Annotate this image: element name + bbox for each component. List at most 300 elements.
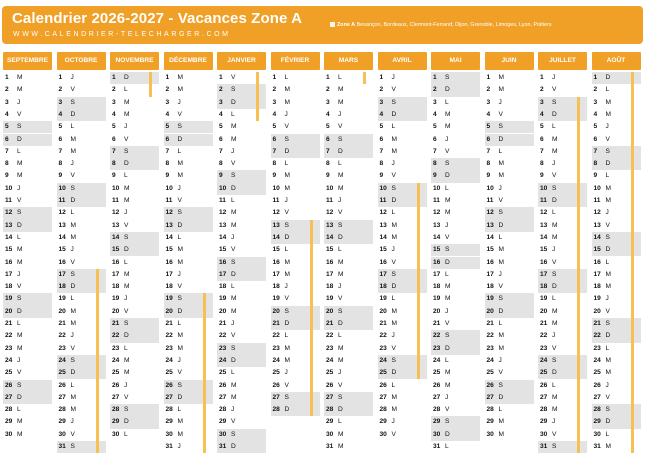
day-number: 24 <box>379 356 387 364</box>
day-number: 26 <box>58 381 66 389</box>
day-row <box>431 404 480 416</box>
day-number: 13 <box>112 221 120 229</box>
day-number: 28 <box>165 406 173 414</box>
day-number: 20 <box>272 307 280 315</box>
day-number: 17 <box>219 270 227 278</box>
weekday-letter: V <box>177 283 182 291</box>
day-number: 13 <box>433 221 441 229</box>
day-number: 18 <box>486 283 494 291</box>
day-row <box>110 330 159 342</box>
weekday-letter: V <box>231 160 236 168</box>
weekday-letter: S <box>177 123 182 131</box>
weekday-letter: M <box>70 221 76 229</box>
day-number: 10 <box>540 184 548 192</box>
weekday-letter: M <box>284 86 290 94</box>
day-number: 11 <box>326 197 333 204</box>
weekday-letter: D <box>391 197 397 204</box>
day-row <box>110 355 159 367</box>
day-number: 30 <box>379 430 387 438</box>
day-number: 24 <box>540 356 548 364</box>
weekday-letter: D <box>70 283 76 291</box>
weekday-letter: J <box>605 209 609 217</box>
day-row <box>110 207 159 219</box>
weekday-letter: M <box>552 135 558 143</box>
day-number: 18 <box>112 283 120 291</box>
weekday-letter: M <box>498 246 504 254</box>
weekday-letter: L <box>338 246 342 254</box>
weekday-letter: J <box>231 233 235 241</box>
month-header: AOÛT <box>592 52 641 70</box>
weekday-letter: M <box>70 135 76 143</box>
month-column <box>110 52 159 462</box>
day-row <box>485 158 534 170</box>
weekday-letter: V <box>498 110 503 118</box>
weekday-letter: M <box>552 320 558 327</box>
day-number: 4 <box>593 110 598 118</box>
weekday-letter: J <box>17 356 21 364</box>
day-row <box>485 97 534 109</box>
day-row <box>485 330 534 342</box>
day-number: 23 <box>219 344 227 352</box>
day-number: 9 <box>219 172 223 180</box>
day-row <box>271 97 320 109</box>
day-row <box>3 392 52 404</box>
day-number: 19 <box>540 295 548 303</box>
weekday-letter: V <box>124 135 129 143</box>
day-row <box>110 183 159 195</box>
day-number: 11 <box>593 197 601 204</box>
day-number: 10 <box>433 184 441 192</box>
day-number: 30 <box>486 430 494 438</box>
day-number: 23 <box>379 344 387 352</box>
day-number: 10 <box>165 184 173 192</box>
day-row <box>217 220 266 232</box>
day-number: 3 <box>593 98 598 106</box>
weekday-letter: V <box>70 344 75 352</box>
weekday-letter: V <box>552 430 557 438</box>
day-number: 12 <box>486 209 494 217</box>
day-number: 16 <box>433 258 441 266</box>
weekday-letter: S <box>70 443 75 450</box>
day-row <box>324 355 373 367</box>
day-number: 7 <box>165 147 170 155</box>
weekday-letter: L <box>605 86 610 94</box>
day-number: 1 <box>486 74 491 81</box>
weekday-letter: M <box>498 86 504 94</box>
day-number: 19 <box>433 295 441 303</box>
vacation-bar <box>203 293 206 453</box>
day-row <box>378 134 427 146</box>
day-row <box>217 355 266 367</box>
weekday-letter: L <box>124 430 128 438</box>
day-row <box>324 121 373 133</box>
day-number: 31 <box>433 443 441 450</box>
day-number: 13 <box>5 221 13 229</box>
day-number: 18 <box>433 283 441 291</box>
day-number: 1 <box>165 74 170 81</box>
day-row <box>431 72 480 84</box>
day-number: 20 <box>486 307 494 315</box>
weekday-letter: J <box>177 443 181 450</box>
day-number: 5 <box>379 123 384 131</box>
weekday-letter: S <box>70 270 75 278</box>
weekday-letter: J <box>605 381 609 389</box>
weekday-letter: D <box>231 443 236 450</box>
weekday-letter: V <box>284 123 289 131</box>
weekday-letter: M <box>124 356 130 364</box>
day-row <box>324 84 373 96</box>
weekday-letter: V <box>124 307 129 315</box>
day-row <box>485 293 534 305</box>
weekday-letter: J <box>338 197 342 204</box>
day-row <box>164 146 213 158</box>
day-row <box>57 207 106 219</box>
day-row <box>324 343 373 355</box>
weekday-letter: V <box>177 197 182 204</box>
day-number: 17 <box>593 270 601 278</box>
day-row <box>3 257 52 269</box>
day-row <box>324 330 373 342</box>
weekday-letter: D <box>338 233 343 241</box>
day-row <box>431 170 480 182</box>
day-number: 30 <box>58 430 66 438</box>
day-number: 12 <box>540 209 548 217</box>
day-number: 13 <box>379 221 387 229</box>
day-number: 9 <box>540 172 544 180</box>
day-number: 23 <box>433 344 441 352</box>
weekday-letter: M <box>391 135 397 143</box>
weekday-letter: J <box>17 270 21 278</box>
weekday-letter: V <box>445 233 450 241</box>
day-number: 3 <box>433 98 437 106</box>
day-number: 14 <box>219 233 227 241</box>
day-number: 21 <box>112 320 120 327</box>
day-row <box>431 146 480 158</box>
day-number: 19 <box>219 295 227 303</box>
day-row <box>3 244 52 256</box>
weekday-letter: S <box>231 344 236 352</box>
day-number: 12 <box>112 209 120 217</box>
day-number: 23 <box>540 344 548 352</box>
day-number: 28 <box>540 406 548 414</box>
day-number: 27 <box>593 393 601 401</box>
day-number: 17 <box>272 270 280 278</box>
weekday-letter: L <box>70 295 75 303</box>
weekday-letter: M <box>124 283 130 291</box>
day-number: 8 <box>540 160 544 168</box>
day-number: 25 <box>593 369 601 377</box>
day-row <box>485 269 534 281</box>
day-row <box>217 121 266 133</box>
day-number: 14 <box>486 233 494 241</box>
day-row <box>324 109 373 121</box>
day-number: 4 <box>165 110 170 118</box>
day-row <box>3 269 52 281</box>
day-number: 2 <box>433 86 437 94</box>
day-number: 23 <box>165 344 173 352</box>
weekday-letter: M <box>177 332 183 340</box>
weekday-letter: S <box>231 86 236 94</box>
month-header: JUILLET <box>538 52 587 70</box>
day-number: 20 <box>58 307 66 315</box>
day-row <box>431 195 480 207</box>
weekday-letter: J <box>338 283 342 291</box>
day-row <box>431 355 480 367</box>
zone-cities: Besançon, Bordeaux, Clermont-Ferrand, Dijon, Grenoble, Limoges, Lyon, Poitiers <box>356 22 552 28</box>
weekday-letter: S <box>552 270 557 278</box>
day-row <box>217 318 266 330</box>
weekday-letter: S <box>284 307 289 315</box>
day-number: 4 <box>486 110 491 118</box>
day-number: 29 <box>486 418 494 426</box>
day-number: 26 <box>593 381 601 389</box>
weekday-letter: D <box>124 246 129 254</box>
day-number: 20 <box>379 307 387 315</box>
day-number: 2 <box>272 86 277 94</box>
day-row <box>3 367 52 379</box>
day-number: 2 <box>112 86 116 94</box>
day-number: 24 <box>112 356 120 364</box>
day-number: 8 <box>112 160 116 168</box>
weekday-letter: J <box>231 147 235 155</box>
weekday-letter: V <box>17 110 22 118</box>
weekday-letter: S <box>231 430 236 438</box>
day-number: 22 <box>58 332 66 340</box>
day-number: 2 <box>326 86 330 94</box>
day-number: 28 <box>5 406 13 414</box>
day-number: 25 <box>219 369 227 377</box>
day-row <box>164 257 213 269</box>
weekday-letter: M <box>445 295 451 303</box>
day-number: 16 <box>58 258 66 266</box>
day-row <box>431 429 480 441</box>
weekday-letter: M <box>17 86 23 94</box>
day-row <box>3 293 52 305</box>
day-number: 15 <box>326 246 334 254</box>
weekday-letter: M <box>177 430 183 438</box>
day-row <box>271 195 320 207</box>
weekday-letter: M <box>70 393 76 401</box>
day-number: 6 <box>486 135 491 143</box>
day-number: 27 <box>326 393 334 401</box>
weekday-letter: J <box>605 295 609 303</box>
weekday-letter: M <box>124 184 130 192</box>
weekday-letter: S <box>445 332 450 340</box>
day-number: 21 <box>433 320 441 327</box>
day-number: 24 <box>486 356 494 364</box>
day-number: 16 <box>593 258 601 266</box>
day-row <box>485 306 534 318</box>
day-number: 7 <box>219 147 223 155</box>
day-number: 21 <box>379 320 387 327</box>
weekday-letter: S <box>552 184 557 192</box>
day-number: 3 <box>5 98 9 106</box>
day-row <box>57 121 106 133</box>
day-number: 14 <box>379 233 387 241</box>
month-column <box>485 52 534 462</box>
day-number: 11 <box>165 197 173 204</box>
day-number: 13 <box>219 221 227 229</box>
weekday-letter: D <box>605 246 611 254</box>
day-row <box>110 392 159 404</box>
day-number: 25 <box>379 369 387 377</box>
day-row <box>324 207 373 219</box>
weekday-letter: J <box>391 160 395 168</box>
weekday-letter: J <box>445 393 449 401</box>
weekday-letter: L <box>498 406 503 414</box>
weekday-letter: J <box>17 184 21 192</box>
day-number: 20 <box>5 307 13 315</box>
day-number: 23 <box>593 344 601 352</box>
day-number: 9 <box>433 172 437 180</box>
weekday-letter: J <box>498 356 502 364</box>
weekday-letter: V <box>391 86 396 94</box>
weekday-letter: M <box>445 123 451 131</box>
vacation-bar <box>149 72 152 97</box>
day-row <box>110 195 159 207</box>
weekday-letter: S <box>231 172 236 180</box>
day-row <box>57 146 106 158</box>
day-number: 5 <box>165 123 170 131</box>
weekday-letter: M <box>391 233 397 241</box>
weekday-letter: S <box>605 147 610 155</box>
day-number: 29 <box>165 418 173 426</box>
day-number: 21 <box>326 320 334 327</box>
weekday-letter: J <box>391 332 395 340</box>
day-row <box>485 404 534 416</box>
day-number: 23 <box>486 344 494 352</box>
day-number: 6 <box>593 135 598 143</box>
day-number: 22 <box>379 332 387 340</box>
day-number: 12 <box>5 209 13 217</box>
day-row <box>164 195 213 207</box>
day-number: 30 <box>593 430 601 438</box>
day-row <box>164 97 213 109</box>
month-header: SEPTEMBRE <box>3 52 52 70</box>
weekday-letter: M <box>124 98 130 106</box>
day-number: 11 <box>433 197 440 204</box>
weekday-letter: L <box>124 258 128 266</box>
weekday-letter: M <box>177 86 183 94</box>
weekday-letter: M <box>498 332 504 340</box>
day-row <box>324 404 373 416</box>
month-header: MAI <box>431 52 480 70</box>
day-number: 11 <box>219 197 226 204</box>
weekday-letter: J <box>70 418 74 426</box>
weekday-letter: L <box>124 86 128 94</box>
weekday-letter: V <box>552 344 557 352</box>
weekday-letter: V <box>177 110 182 118</box>
weekday-letter: L <box>338 160 342 168</box>
weekday-letter: S <box>605 406 610 414</box>
day-number: 7 <box>433 147 437 155</box>
day-row <box>164 72 213 84</box>
day-number: 16 <box>112 258 120 266</box>
weekday-letter: L <box>177 406 182 414</box>
weekday-letter: M <box>284 98 290 106</box>
weekday-letter: M <box>498 160 504 168</box>
day-number: 9 <box>165 172 170 180</box>
day-number: 24 <box>58 356 66 364</box>
weekday-letter: V <box>445 320 450 327</box>
weekday-letter: M <box>284 356 290 364</box>
weekday-letter: M <box>391 221 397 229</box>
day-number: 24 <box>593 356 601 364</box>
day-row <box>271 72 320 84</box>
day-row <box>538 72 587 84</box>
weekday-letter: D <box>338 320 343 327</box>
weekday-letter: D <box>552 197 557 204</box>
weekday-letter: D <box>391 283 397 291</box>
weekday-letter: V <box>338 295 343 303</box>
weekday-letter: M <box>552 233 558 241</box>
weekday-letter: M <box>498 418 504 426</box>
day-row <box>110 380 159 392</box>
day-number: 5 <box>326 123 330 131</box>
weekday-letter: J <box>338 110 342 118</box>
weekday-letter: M <box>552 393 558 401</box>
weekday-letter: D <box>124 74 129 81</box>
weekday-letter: M <box>177 160 183 168</box>
day-row <box>110 158 159 170</box>
day-row <box>3 330 52 342</box>
day-number: 6 <box>379 135 384 143</box>
day-number: 25 <box>5 369 13 377</box>
weekday-letter: D <box>17 221 22 229</box>
day-row <box>378 158 427 170</box>
weekday-letter: V <box>605 221 610 229</box>
weekday-letter: J <box>70 246 74 254</box>
day-number: 14 <box>326 233 334 241</box>
weekday-letter: M <box>177 258 183 266</box>
weekday-letter: S <box>17 123 22 131</box>
day-number: 11 <box>486 197 494 204</box>
day-number: 14 <box>593 233 601 241</box>
month-header: JANVIER <box>217 52 266 70</box>
day-number: 1 <box>379 74 384 81</box>
day-row <box>431 121 480 133</box>
day-row <box>431 441 480 453</box>
weekday-letter: M <box>17 332 23 340</box>
day-number: 7 <box>326 147 330 155</box>
day-number: 28 <box>326 406 334 414</box>
weekday-letter: L <box>552 381 556 389</box>
day-number: 5 <box>593 123 598 131</box>
day-number: 27 <box>272 393 280 401</box>
weekday-letter: L <box>498 320 503 327</box>
weekday-letter: S <box>124 406 129 414</box>
day-number: 22 <box>165 332 173 340</box>
day-number: 9 <box>486 172 491 180</box>
weekday-letter: D <box>124 418 129 426</box>
day-number: 22 <box>5 332 13 340</box>
day-row <box>57 244 106 256</box>
day-number: 4 <box>379 110 384 118</box>
day-number: 1 <box>433 74 437 81</box>
day-row <box>431 380 480 392</box>
day-row <box>217 146 266 158</box>
day-row <box>485 429 534 441</box>
weekday-letter: L <box>338 74 342 81</box>
day-row <box>431 306 480 318</box>
day-number: 3 <box>58 98 63 106</box>
month-column <box>164 52 213 462</box>
day-row <box>324 429 373 441</box>
day-number: 21 <box>5 320 13 327</box>
day-number: 3 <box>326 98 330 106</box>
weekday-letter: L <box>17 147 21 155</box>
day-number: 25 <box>272 369 280 377</box>
